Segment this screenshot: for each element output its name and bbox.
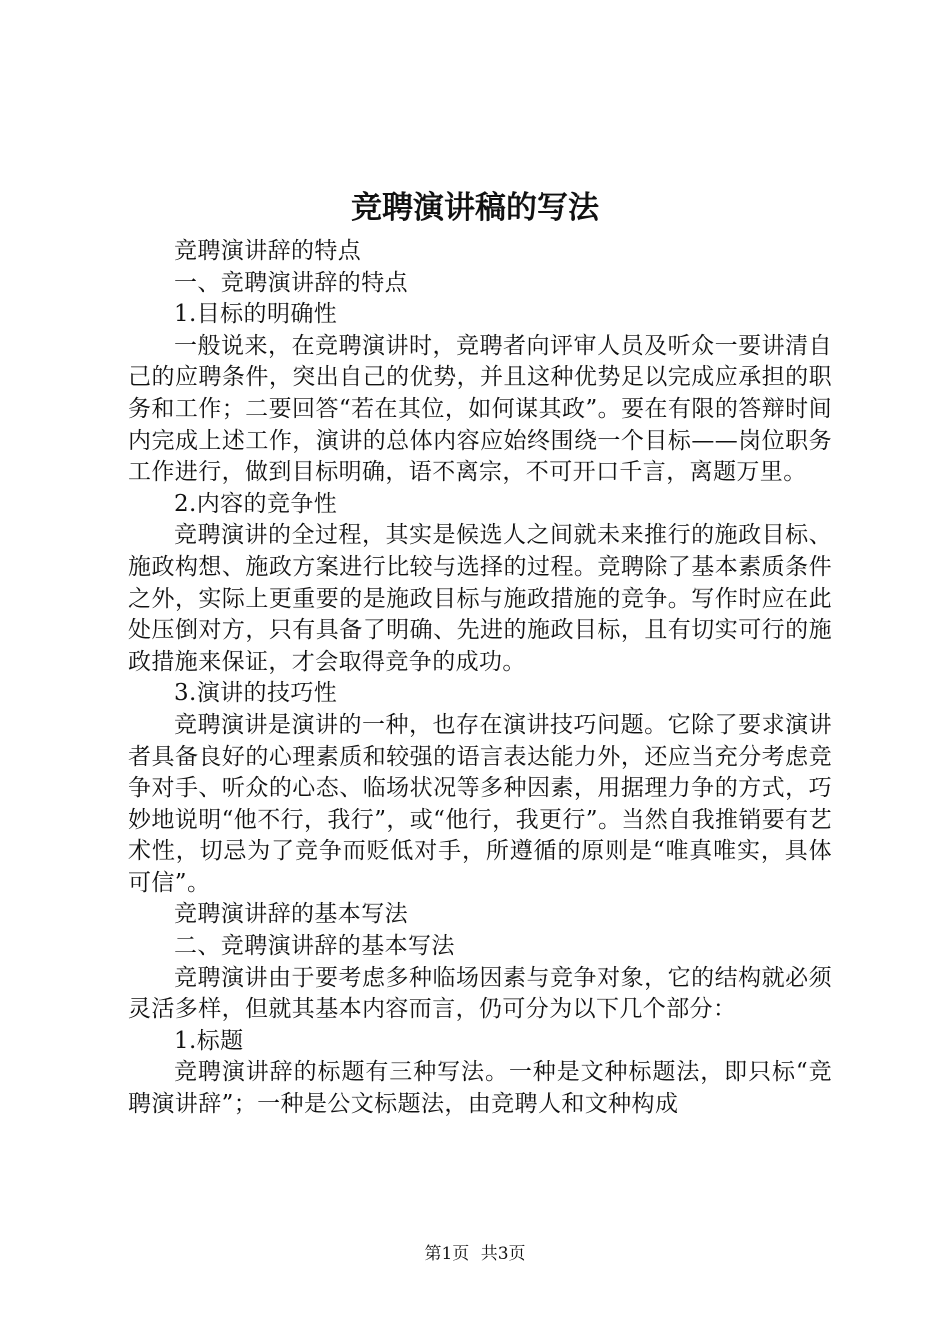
document-title: 竞聘演讲稿的写法	[351, 190, 599, 226]
paragraph: 竞聘演讲辞的特点	[174, 238, 362, 264]
subsection-heading: 3.演讲的技巧性	[174, 680, 338, 707]
paragraph: 一般说来，在竞聘演讲时，竞聘者向评审人员及听众一要讲清自己的应聘条件，突出自己的优势，并且这种优势足以完成应承担的职务和工作；二要回答“若在其位，如何谋其政”。要在有限的答辩时间内完成上述工作，演讲的总体内容应始终围绕一个目标——岗位职务工作进行，做到目标明确，语不离宗，不可开口千言，离题万里。	[128, 332, 832, 486]
page-total: 共3页	[480, 1244, 526, 1264]
paragraph: 竞聘演讲辞的基本写法	[174, 901, 408, 928]
document-body	[128, 236, 832, 1121]
subsection-heading: 2.内容的竞争性	[174, 490, 338, 517]
subsection-heading: 1.目标的明确性	[174, 301, 338, 328]
section-heading: 二、竞聘演讲辞的基本写法	[174, 933, 455, 960]
paragraph: 竞聘演讲的全过程，其实是候选人之间就未来推行的施政目标、施政构想、施政方案进行比较与选择的过程。竞聘除了基本素质条件之外，实际上更重要的是施政目标与施政措施的竞争。写作时应在此处压倒对方，只有具备了明确、先进的施政目标，且有切实可行的施政措施来保证，才会取得竞争的成功。	[128, 522, 832, 675]
section-heading: 一、竞聘演讲辞的特点	[174, 269, 408, 296]
page-number: 第1页	[424, 1244, 470, 1264]
page-footer	[0, 1243, 950, 1265]
paragraph: 竞聘演讲辞的标题有三种写法。一种是文种标题法，即只标“竞聘演讲辞”；一种是公文标题法，由竞聘人和文种构成	[128, 1059, 832, 1118]
subsection-heading: 1.标题	[174, 1027, 244, 1054]
paragraph: 竞聘演讲是演讲的一种，也存在演讲技巧问题。它除了要求演讲者具备良好的心理素质和较强的语言表达能力外，还应当充分考虑竞争对手、听众的心态、临场状况等多种因素，用据理力争的方式，巧妙地说明“他不行，我行”，或“他行，我更行”。当然自我推销要有艺术性，切忌为了竞争而贬低对手，所遵循的原则是“唯真唯实，具体可信”。	[128, 711, 832, 896]
paragraph: 竞聘演讲由于要考虑多种临场因素与竞争对象，它的结构就必须灵活多样，但就其基本内容而言，仍可分为以下几个部分：	[128, 964, 832, 1023]
